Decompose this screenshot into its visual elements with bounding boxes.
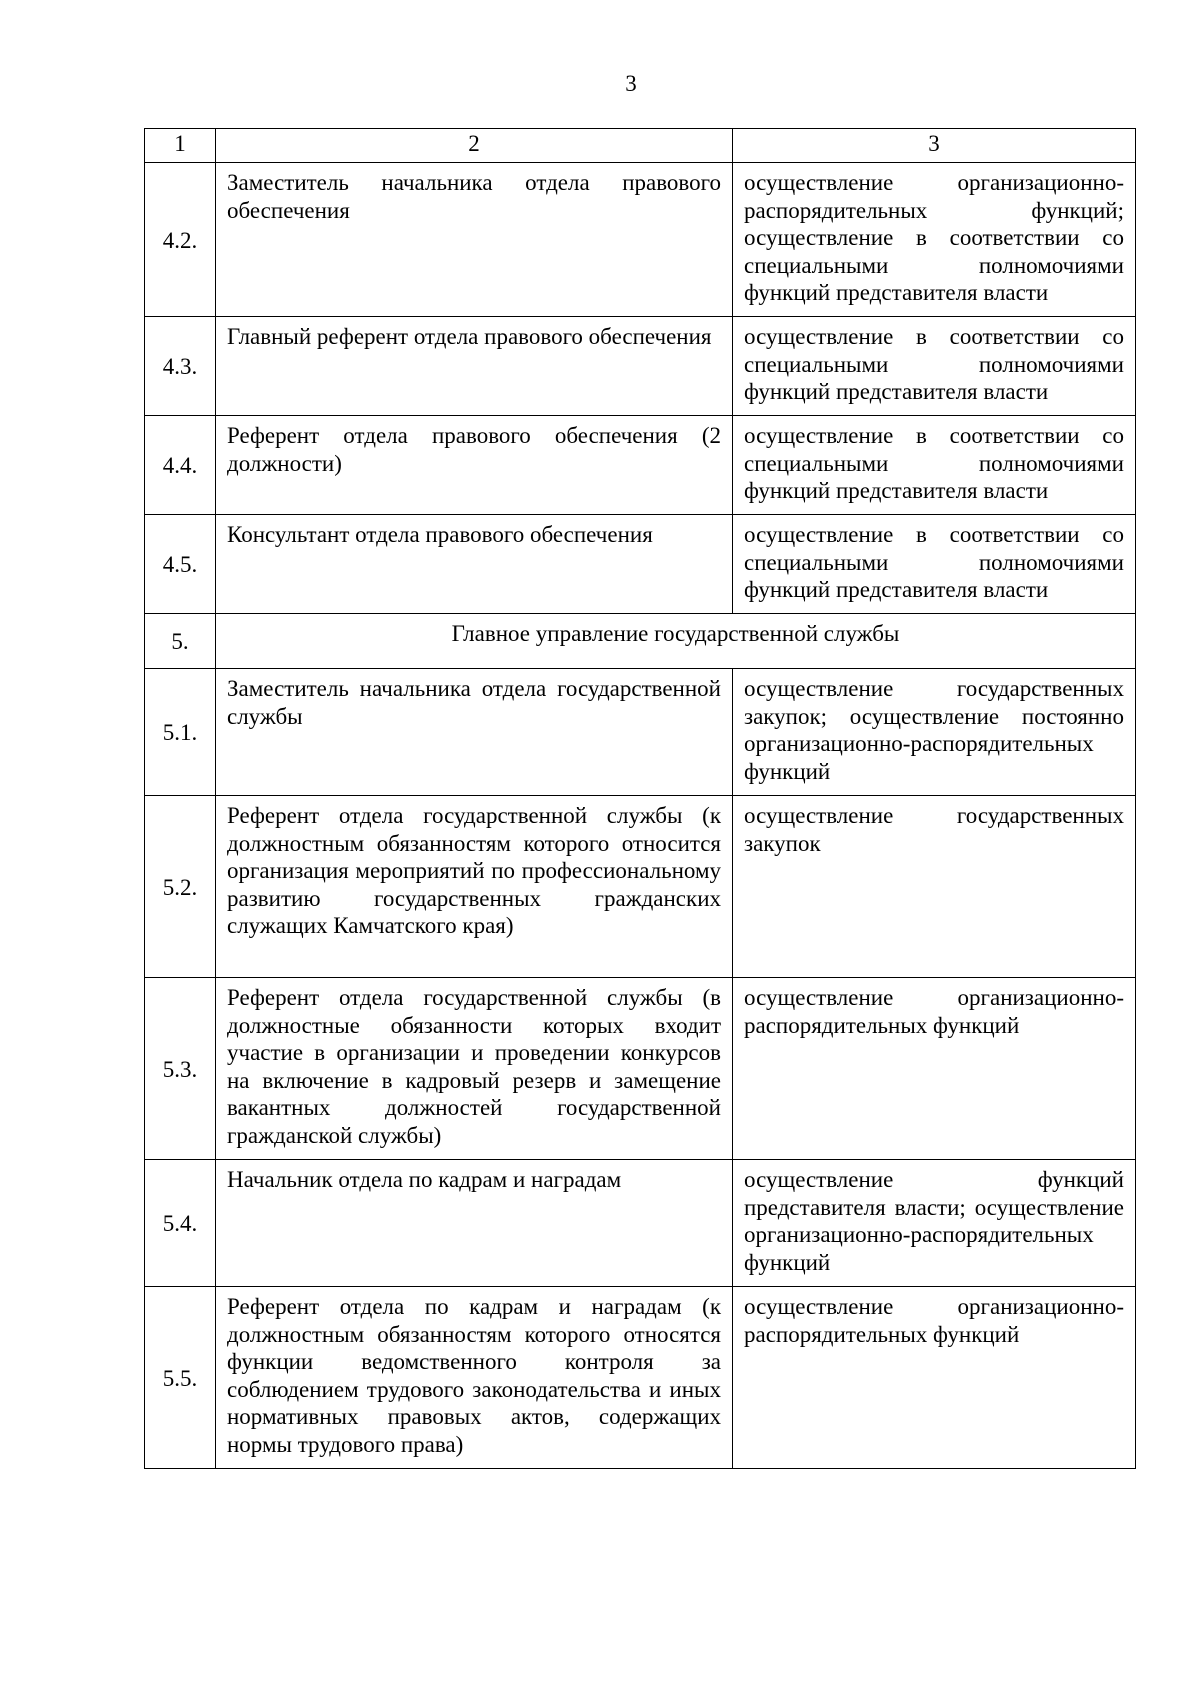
column-header-2: 2 — [216, 129, 733, 163]
position-cell: Референт отдела по кадрам и наградам (к должностным обязанностям которого относятся функции ведомственного контроля за соблюдением трудового законодательства и иных нормативных правовых актов, содержащих нормы трудового права) — [216, 1287, 733, 1469]
page-number: 3 — [625, 71, 637, 96]
row-number: 4.3. — [145, 317, 216, 416]
table-row — [145, 978, 1136, 1160]
functions-cell: осуществление в соответствии со специальными полномочиями функций представителя власти — [733, 317, 1136, 416]
functions-cell: осуществление организационно-распорядительных функций — [733, 978, 1136, 1160]
table-row — [145, 1287, 1136, 1469]
row-number: 5.2. — [145, 796, 216, 978]
row-number: 5.1. — [145, 669, 216, 796]
table-row — [145, 515, 1136, 614]
row-number: 4.5. — [145, 515, 216, 614]
position-cell: Референт отдела правового обеспечения (2 должности) — [216, 416, 733, 515]
row-number: 5.5. — [145, 1287, 216, 1469]
functions-cell: осуществление организационно-распорядительных функций — [733, 1287, 1136, 1469]
row-number: 5.4. — [145, 1160, 216, 1287]
position-cell: Референт отдела государственной службы (в должностные обязанности которых входит участие в организации и проведении конкурсов на включение в кадровый резерв и замещение вакантных должностей государственной гражданской службы) — [216, 978, 733, 1160]
column-header-1: 1 — [145, 129, 216, 163]
functions-cell: осуществление государственных закупок — [733, 796, 1136, 978]
column-header-3: 3 — [733, 129, 1136, 163]
functions-cell: осуществление государственных закупок; осуществление постоянно организационно-распорядительных функций — [733, 669, 1136, 796]
section-title: Главное управление государственной службы — [216, 614, 1136, 669]
section-number: 5. — [145, 614, 216, 669]
position-cell: Референт отдела государственной службы (к должностным обязанностям которого относится организация мероприятий по профессиональному развитию государственных гражданских служащих Камчатского края) — [216, 796, 733, 978]
position-cell: Заместитель начальника отдела государственной службы — [216, 669, 733, 796]
position-cell: Главный референт отдела правового обеспечения — [216, 317, 733, 416]
table-row — [145, 416, 1136, 515]
positions-table — [144, 128, 1136, 1469]
table-row — [145, 796, 1136, 978]
section-row — [145, 614, 1136, 669]
functions-cell: осуществление в соответствии со специальными полномочиями функций представителя власти — [733, 416, 1136, 515]
table-row — [145, 163, 1136, 317]
position-cell: Заместитель начальника отдела правового обеспечения — [216, 163, 733, 317]
row-number: 4.4. — [145, 416, 216, 515]
table-header-row — [145, 129, 1136, 163]
position-cell: Начальник отдела по кадрам и наградам — [216, 1160, 733, 1287]
functions-cell: осуществление в соответствии со специальными полномочиями функций представителя власти — [733, 515, 1136, 614]
row-number: 4.2. — [145, 163, 216, 317]
row-number: 5.3. — [145, 978, 216, 1160]
table-row — [145, 317, 1136, 416]
table-row — [145, 1160, 1136, 1287]
functions-cell: осуществление функций представителя власти; осуществление организационно-распорядительных функций — [733, 1160, 1136, 1287]
position-cell: Консультант отдела правового обеспечения — [216, 515, 733, 614]
table-row — [145, 669, 1136, 796]
functions-cell: осуществление организационно-распорядительных функций; осуществление в соответствии со специальными полномочиями функций представителя власти — [733, 163, 1136, 317]
